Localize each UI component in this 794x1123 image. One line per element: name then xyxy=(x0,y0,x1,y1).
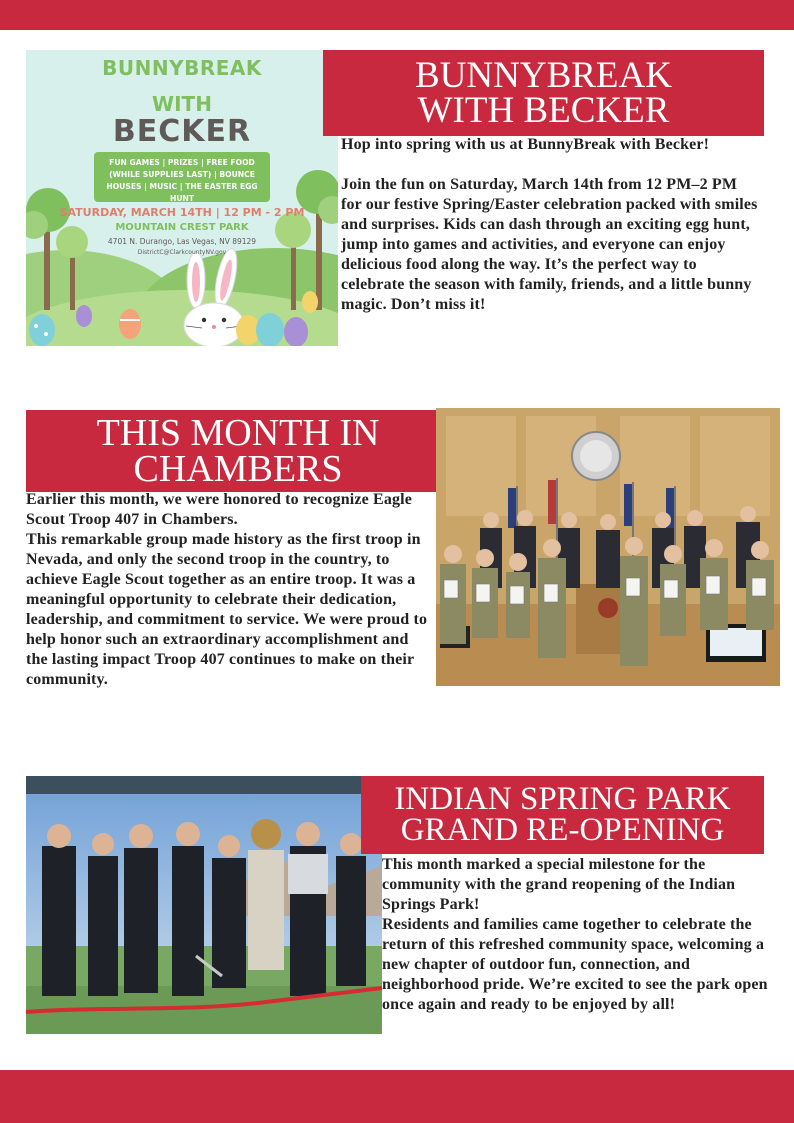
section-title-bunnybreak xyxy=(323,50,764,136)
title-line: WITH BECKER xyxy=(417,90,670,131)
paragraph: Hop into spring with us at BunnyBreak with Becker! xyxy=(341,136,710,153)
title-line: THIS MONTH IN xyxy=(96,411,380,454)
bunnybreak-flyer-image xyxy=(26,50,338,346)
section-title-chambers xyxy=(26,410,450,492)
section-title-park xyxy=(361,776,764,854)
park-reopening-photo xyxy=(26,776,382,1034)
flyer-title-bunnybreak: BUNNYBREAK xyxy=(102,56,262,80)
bunnybreak-body-text xyxy=(341,135,761,315)
paragraph: Join the fun on Saturday, March 14th from 12 PM–2 PM for our festive Spring/Easter celebration packed with smiles and surprises. Kids can dash through an exciting egg hunt, jump into games and activities, and everyone can enjoy delicious food along the way. It’s the perfect way to celebrate the season with family, friends, and a little bunny magic. Don’t miss it! xyxy=(341,176,758,313)
chambers-body-text xyxy=(26,490,434,690)
top-banner-bar xyxy=(0,0,794,30)
flyer-feature-line: (WHILE SUPPLIES LAST) | BOUNCE xyxy=(109,170,255,179)
flyer-title-becker: BECKER xyxy=(112,114,252,149)
title-line: GRAND RE-OPENING xyxy=(400,812,725,848)
paragraph: This month marked a special milestone for the community with the grand reopening of the Indian Springs Park! xyxy=(382,856,736,913)
flyer-address: 4701 N. Durango, Las Vegas, NV 89129 xyxy=(107,237,257,246)
eagle-scout-chambers-photo xyxy=(436,408,780,686)
flyer-features-box xyxy=(94,152,270,202)
title-line: CHAMBERS xyxy=(133,448,343,490)
flyer-email: DistrictC@ClarkcountyNV.gov xyxy=(137,249,227,256)
flyer-title-with: WITH xyxy=(152,92,212,116)
paragraph: This remarkable group made history as the first troop in Nevada, and only the second troop in the country, to achieve Eagle Scout together as an entire troop. It was a meaningful opportunity to celebrate their dedication, leadership, and commitment to service. We were proud to help honor such an extraordinary accomplishment and the lasting impact Troop 407 continues to make on their community. xyxy=(26,531,428,688)
bottom-banner-bar xyxy=(0,1070,794,1123)
title-line: BUNNYBREAK xyxy=(415,54,672,96)
flyer-park-name: MOUNTAIN CREST PARK xyxy=(115,222,249,233)
title-line: INDIAN SPRING PARK xyxy=(394,780,731,817)
paragraph: Earlier this month, we were honored to recognize Eagle Scout Troop 407 in Chambers. xyxy=(26,491,412,528)
flyer-date: SATURDAY, MARCH 14TH | 12 PM - 2 PM xyxy=(59,206,305,219)
paragraph: Residents and families came together to celebrate the return of this refreshed community space, welcoming a new chapter of outdoor fun, connection, and neighborhood pride. We’re excited to see the park open once again and ready to be enjoyed by all! xyxy=(382,916,768,1013)
flyer-feature-line: HOUSES | MUSIC | THE EASTER EGG HUNT xyxy=(106,182,258,203)
flyer-feature-line: FUN GAMES | PRIZES | FREE FOOD xyxy=(109,158,255,167)
park-body-text xyxy=(382,855,770,1015)
